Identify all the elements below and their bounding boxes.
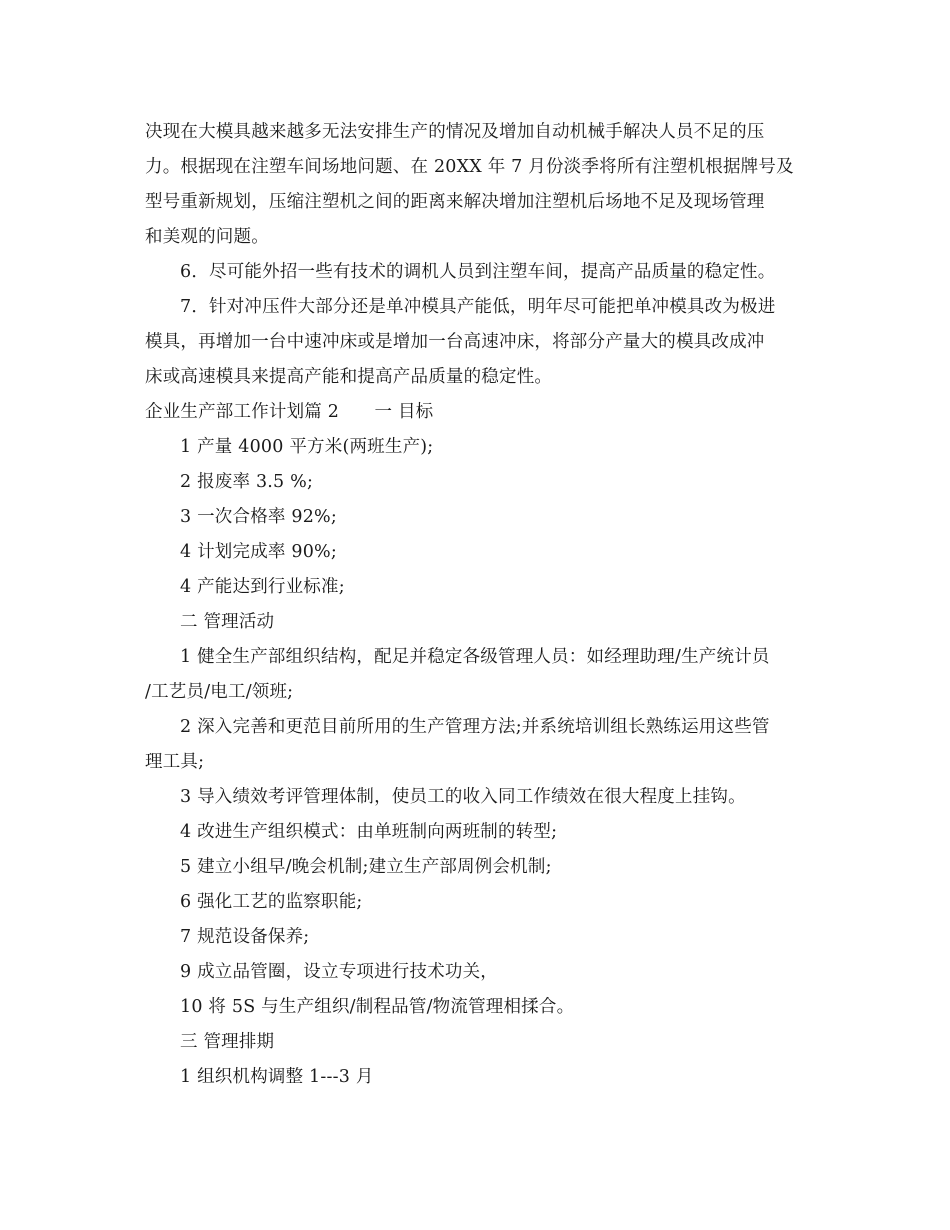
list-item: 1 健全生产部组织结构，配足并稳定各级管理人员：如经理助理/生产统计员 — [180, 647, 770, 667]
paragraph-line: 力。根据现在注塑车间场地问题、在 20XX 年 7 月份淡季将所有注塑机根据牌号及 — [145, 157, 794, 177]
list-item: 6．尽可能外招一些有技术的调机人员到注塑车间，提高产品质量的稳定性。 — [180, 262, 776, 282]
list-item: 1 组织机构调整 1---3 月 — [180, 1067, 374, 1087]
paragraph-line: 型号重新规划，压缩注塑机之间的距离来解决增加注塑机后场地不足及现场管理 — [145, 192, 765, 212]
list-item: 4 计划完成率 90%; — [180, 542, 337, 562]
paragraph-line: 床或高速模具来提高产能和提高产品质量的稳定性。 — [145, 367, 553, 387]
paragraph-line: 决现在大模具越来越多无法安排生产的情况及增加自动机械手解决人员不足的压 — [145, 122, 765, 142]
list-item: 1 产量 4000 平方米(两班生产); — [180, 437, 434, 457]
list-item: 6 强化工艺的监察职能; — [180, 892, 363, 912]
list-item: 7．针对冲压件大部分还是单冲模具产能低，明年尽可能把单冲模具改为极进 — [180, 297, 776, 317]
list-item: 2 深入完善和更范目前所用的生产管理方法;并系统培训组长熟练运用这些管 — [180, 717, 770, 737]
list-item: 7 规范设备保养; — [180, 927, 310, 947]
list-item: 5 建立小组早/晚会机制;建立生产部周例会机制; — [180, 857, 552, 877]
paragraph-line: 理工具; — [145, 752, 205, 772]
section-heading: 三 管理排期 — [180, 1032, 275, 1052]
list-item: 9 成立品管圈，设立专项进行技术功关， — [180, 962, 498, 982]
list-item: 4 改进生产组织模式：由单班制向两班制的转型; — [180, 822, 558, 842]
list-item: 10 将 5S 与生产组织/制程品管/物流管理相揉合。 — [180, 997, 575, 1017]
list-item: 2 报废率 3.5 %; — [180, 472, 314, 492]
list-item: 3 导入绩效考评管理体制，使员工的收入同工作绩效在很大程度上挂钩。 — [180, 787, 746, 807]
list-item: 4 产能达到行业标准; — [180, 577, 345, 597]
paragraph-line: /工艺员/电工/领班; — [145, 682, 294, 702]
list-item: 3 一次合格率 92%; — [180, 507, 337, 527]
paragraph-line: 模具，再增加一台中速冲床或是增加一台高速冲床，将部分产量大的模具改成冲 — [145, 332, 765, 352]
paragraph-line: 和美观的问题。 — [145, 227, 269, 247]
section-heading: 二 管理活动 — [180, 612, 275, 632]
section-heading: 企业生产部工作计划篇 2 一 目标 — [145, 402, 434, 422]
